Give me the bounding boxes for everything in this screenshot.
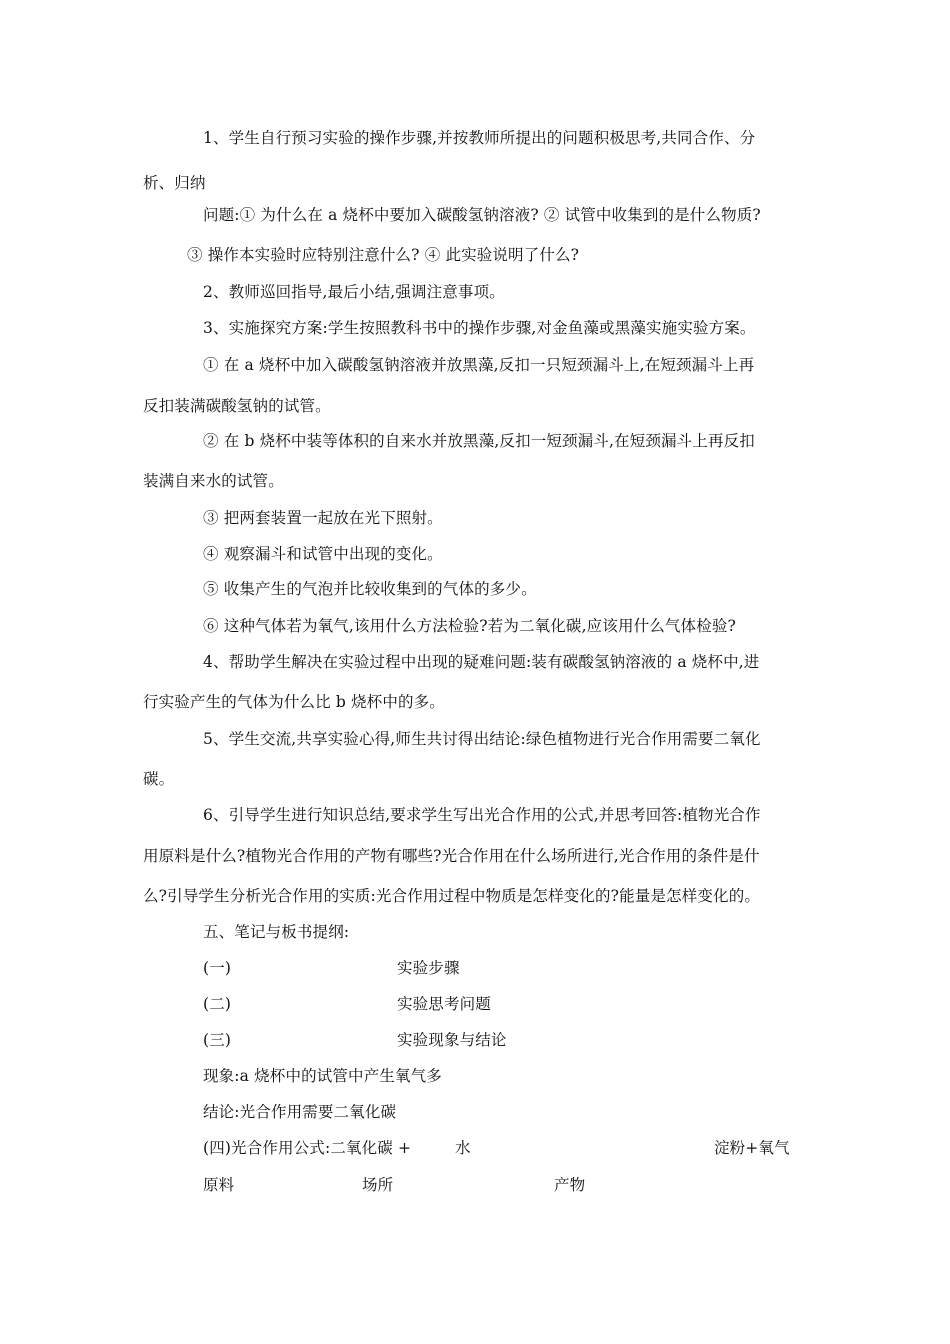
- paragraph-5-cont: 碳。: [143, 770, 175, 788]
- paragraph-1: 1、学生自行预习实验的操作步骤,并按教师所提出的问题积极思考,共同合作、分: [203, 129, 756, 147]
- phenomenon-line: 现象:a 烧杯中的试管中产生氧气多: [203, 1067, 442, 1085]
- paragraph-2: 2、教师巡回指导,最后小结,强调注意事项。: [203, 283, 505, 301]
- outline-text: 实验现象与结论: [397, 1031, 507, 1049]
- section-heading: 五、笔记与板书提纲:: [203, 923, 350, 941]
- formula-water: 水: [455, 1139, 471, 1157]
- outline-number: (二): [203, 995, 232, 1013]
- formula-product-label: 产物: [554, 1176, 586, 1194]
- formula-place-label: 场所: [362, 1176, 394, 1194]
- outline-number: (三): [203, 1031, 232, 1049]
- outline-text: 实验思考问题: [397, 995, 491, 1013]
- step-3: ③ 把两套装置一起放在光下照射。: [203, 509, 443, 527]
- step-6: ⑥ 这种气体若为氧气,该用什么方法检验?若为二氧化碳,应该用什么气体检验?: [203, 617, 736, 635]
- formula-label: (四)光合作用公式:二氧化碳 +: [203, 1139, 412, 1157]
- paragraph-6-cont-2: 么?引导学生分析光合作用的实质:光合作用过程中物质是怎样变化的?能量是怎样变化的。: [143, 887, 760, 905]
- questions-line-2: ③ 操作本实验时应特别注意什么? ④ 此实验说明了什么?: [187, 246, 580, 264]
- paragraph-6-cont-1: 用原料是什么?植物光合作用的产物有哪些?光合作用在什么场所进行,光合作用的条件是什: [143, 847, 760, 865]
- paragraph-4: 4、帮助学生解决在实验过程中出现的疑难问题:装有碳酸氢钠溶液的 a 烧杯中,进: [203, 653, 760, 671]
- paragraph-1-cont: 析、归纳: [143, 174, 206, 192]
- conclusion-line: 结论:光合作用需要二氧化碳: [203, 1103, 397, 1121]
- step-1: ① 在 a 烧杯中加入碳酸氢钠溶液并放黑藻,反扣一只短颈漏斗上,在短颈漏斗上再: [203, 356, 755, 374]
- outline-text: 实验步骤: [397, 959, 460, 977]
- step-2: ② 在 b 烧杯中装等体积的自来水并放黑藻,反扣一短颈漏斗,在短颈漏斗上再反扣: [203, 432, 755, 450]
- formula-products: 淀粉+氧气: [714, 1139, 790, 1157]
- step-1-cont: 反扣装满碳酸氢钠的试管。: [143, 397, 331, 415]
- step-4: ④ 观察漏斗和试管中出现的变化。: [203, 545, 443, 563]
- formula-raw-label: 原料: [203, 1176, 235, 1194]
- paragraph-5: 5、学生交流,共享实验心得,师生共讨得出结论:绿色植物进行光合作用需要二氧化: [203, 730, 761, 748]
- step-2-cont: 装满自来水的试管。: [143, 472, 284, 490]
- step-5: ⑤ 收集产生的气泡并比较收集到的气体的多少。: [203, 580, 537, 598]
- outline-number: (一): [203, 959, 232, 977]
- paragraph-6: 6、引导学生进行知识总结,要求学生写出光合作用的公式,并思考回答:植物光合作: [203, 806, 761, 824]
- questions-line-1: 问题:① 为什么在 a 烧杯中要加入碳酸氢钠溶液? ② 试管中收集到的是什么物质?: [203, 206, 761, 224]
- paragraph-3: 3、实施探究方案:学生按照教科书中的操作步骤,对金鱼藻或黑藻实施实验方案。: [203, 319, 756, 337]
- paragraph-4-cont: 行实验产生的气体为什么比 b 烧杯中的多。: [143, 693, 445, 711]
